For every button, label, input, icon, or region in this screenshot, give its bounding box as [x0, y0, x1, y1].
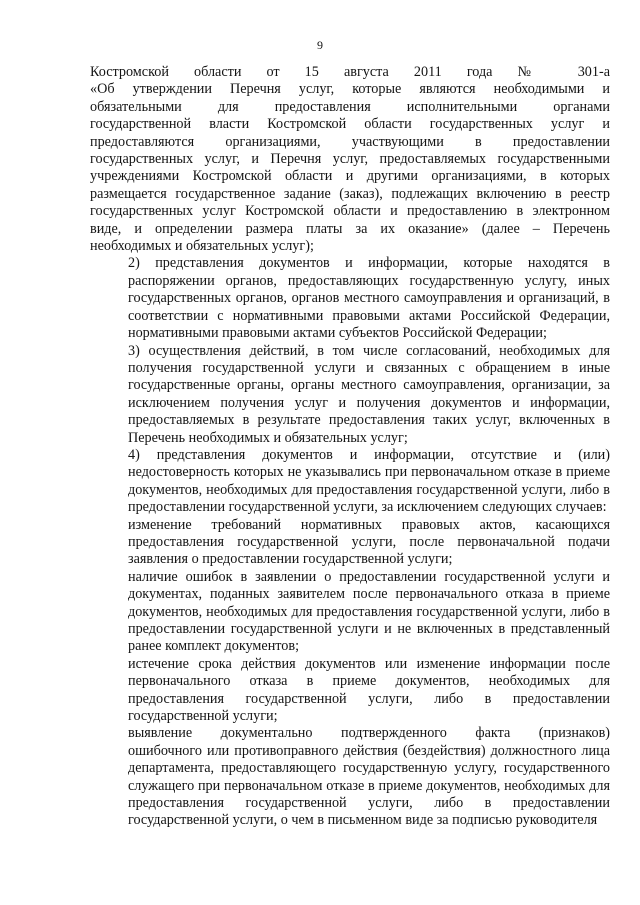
text-line: государственной власти Костромской области государственных услуг и	[90, 116, 610, 133]
text-line: необходимых и обязательных услуг);	[90, 238, 314, 255]
text-line: государственных услуг, и Перечня услуг, предоставляемых государственными	[90, 151, 610, 168]
text-line: предоставляемых в результате предоставления таких услуг, включенных в	[128, 412, 610, 429]
text-line: заявления о предоставлении государственной услуги;	[128, 551, 453, 568]
text-line: нормативными правовыми актами субъектов Российской Федерации;	[128, 325, 547, 342]
text-line: виде, и определении размера платы за их оказание» (далее – Перечень	[90, 220, 610, 237]
text-line: ранее комплект документов;	[128, 638, 300, 655]
text-line: предоставляются организациями, участвующими в предоставлении	[90, 133, 610, 150]
text-line: служащего при первоначальном отказе в приеме документов, необходимых для	[128, 777, 610, 794]
text-line: 3) осуществления действий, в том числе согласований, необходимых для	[128, 342, 610, 359]
text-line: департамента, предоставляющего государственную услугу, государственного	[128, 760, 610, 777]
text-line: государственной услуги, о чем в письменном виде за подписью руководителя	[128, 812, 598, 829]
text-line: учреждениями Костромской области и другими организациями, в которых	[90, 168, 610, 185]
text-line: документах, поданных заявителем после первоначального отказа в приеме	[128, 586, 610, 603]
text-line: документов, необходимых для предоставления государственной услуги, либо в	[128, 603, 610, 620]
paragraph	[90, 569, 610, 656]
paragraph	[90, 343, 610, 447]
paragraph	[90, 725, 610, 829]
paragraph	[90, 517, 610, 569]
text-line: ошибочного или противоправного действия (бездействия) должностного лица	[128, 742, 610, 759]
text-line: соответствии с нормативными правовыми актами Российской Федерации,	[128, 307, 610, 324]
text-line: изменение требований нормативных правовых актов, касающихся	[128, 516, 610, 533]
text-line: Костромской области от 15 августа 2011 года № 301-а	[90, 64, 610, 80]
text-line: 4) представления документов и информации, отсутствие и (или)	[128, 446, 610, 463]
text-line: 2) представления документов и информации, которые находятся в	[128, 255, 610, 272]
text-line: распоряжении органов, предоставляющих государственную услугу, иных	[128, 272, 610, 289]
text-line: размещается государственное задание (заказ), подлежащих включению в реестр	[90, 185, 610, 202]
text-line: предоставления государственной услуги, либо в предоставлении	[128, 690, 610, 707]
text-line: первоначального отказа в приеме документов, необходимых для	[128, 673, 610, 690]
page-number: 9	[317, 38, 323, 52]
paragraph	[90, 656, 610, 726]
text-line: государственных услуг Костромской области и предоставлению в электронном	[90, 203, 610, 220]
text-line: истечение срока действия документов или изменение информации после	[128, 655, 610, 672]
text-line: государственных органов, органов местного самоуправления и организаций, в	[128, 290, 610, 307]
text-line: предоставления государственной услуги, после первоначальной подачи	[128, 533, 610, 550]
text-line: «Об утверждении Перечня услуг, которые являются необходимыми и	[90, 81, 610, 98]
text-line: обязательными для предоставления исполнительными органами	[90, 98, 610, 115]
document-body	[90, 64, 610, 830]
paragraph	[90, 447, 610, 517]
text-line: государственные органы, органы местного самоуправления, организации, за	[128, 377, 610, 394]
text-line: исключением получения услуг и получения документов и информации,	[128, 394, 610, 411]
text-line: предоставления государственной услуги, либо в предоставлении	[128, 795, 610, 812]
paragraph	[90, 64, 610, 255]
text-line: предоставлении государственной услуги и не включенных в представленный	[128, 621, 610, 637]
text-line: Перечень необходимых и обязательных услуг;	[128, 429, 408, 446]
text-line: государственной услуги;	[128, 708, 278, 725]
text-line: документов, необходимых для предоставления государственной услуги, либо в	[128, 481, 610, 498]
paragraph	[90, 255, 610, 342]
text-line: получения государственной услуги и связанных с обращением в иные	[128, 359, 610, 376]
text-line: наличие ошибок в заявлении о предоставлении государственной услуги и	[128, 568, 610, 585]
text-line: недостоверность которых не указывались при первоначальном отказе в приеме	[128, 464, 610, 481]
text-line: выявление документально подтвержденного факта (признаков)	[128, 725, 610, 742]
text-line: предоставлении государственной услуги, за исключением следующих случаев:	[128, 499, 607, 516]
